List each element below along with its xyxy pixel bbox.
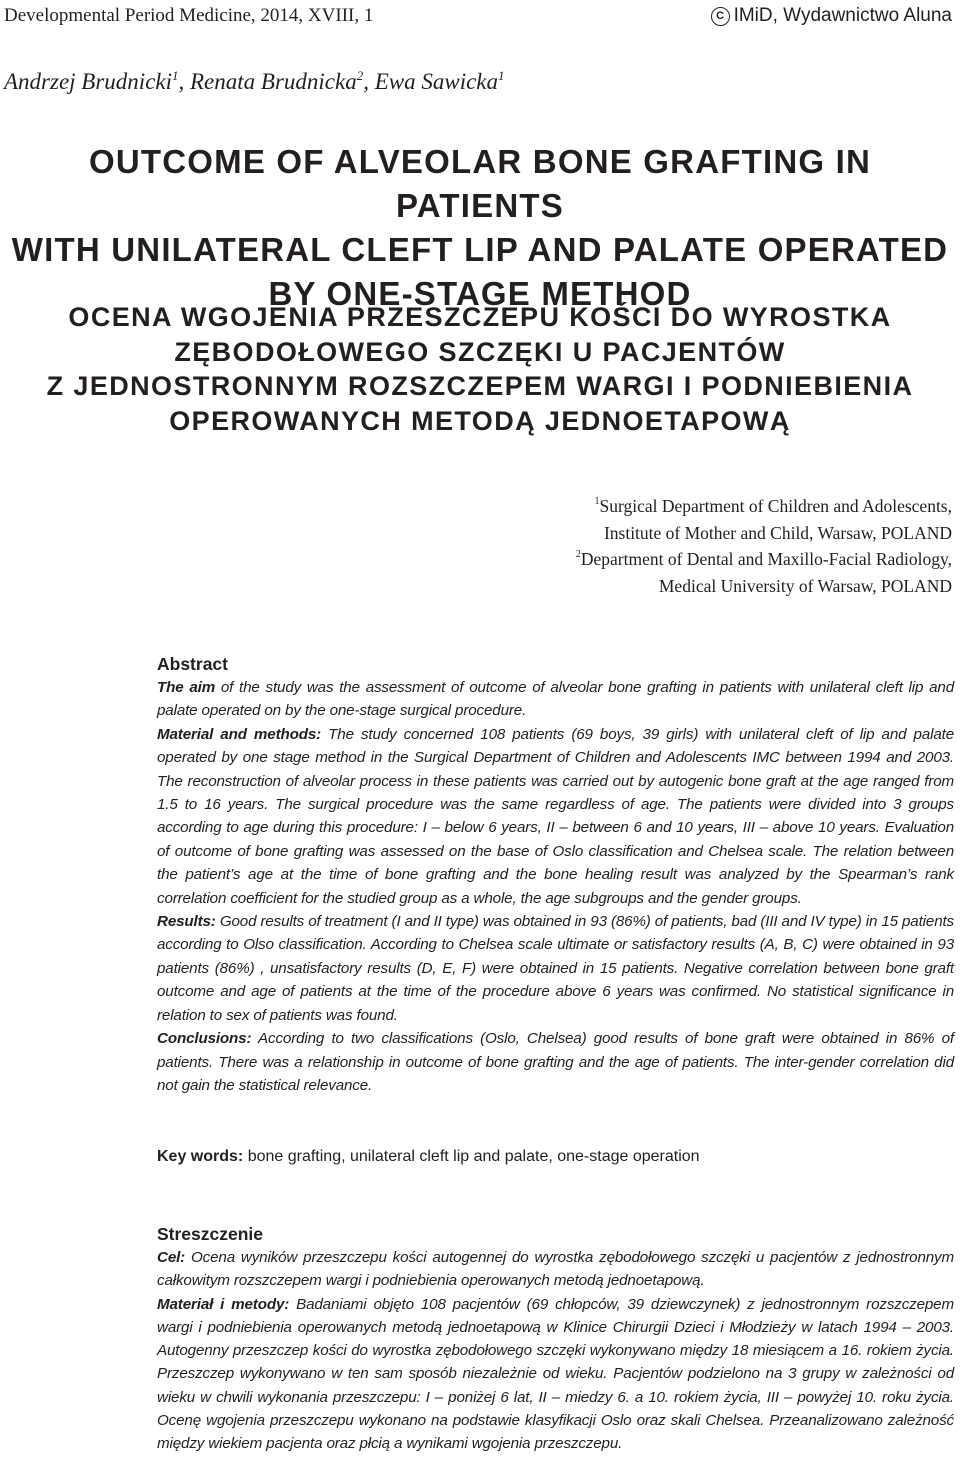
title-line: OUTCOME OF ALVEOLAR BONE GRAFTING IN PATIENTS [88, 143, 871, 224]
paragraph-label: Materiał i metody: [157, 1295, 290, 1313]
title-line: BY ONE-STAGE METHOD [268, 275, 692, 312]
affiliation-line: $^2$Department of Dental and Maxillo-Facial Radiology, [575, 549, 952, 569]
streszczenie-paragraph: Materiał i metody: Badaniami objęto 108 pacjentów (69 chłopców, 39 dziewczynek) z jednostronnym rozszczepem wargi i podniebienia operowanych metodą jednoetapową w Klinice Chirurgii Dzieci i Młodzieży w latach 1994 – 2003. Autogenny przeszczep kości do wyrostka zębodołowego szczęki wykonywano między 18 miesiącem a 16. rokiem życia. Przeszczep wykonywano w ten sam sposób niezależnie od wieku. Pacjentów podzielono na 3 grupy w zależności od wieku w chwili wykonania przeszczepu: I – poniżej 6 lat, II – miedzy 6. a 10. rokiem życia, III – powyżej 10. roku życia. Ocenę wgojenia przeszczepu wykonano na podstawie klasyfikacji Oslo oraz skali Chelsea. Przeanalizowano zależność między wiekiem pacjenta oraz płcią a wynikami wgojenia przeszczepu. [157, 1295, 954, 1453]
affiliation-marker: 1 [498, 68, 505, 83]
keywords [157, 1145, 954, 1169]
keywords-label: Key words: [157, 1148, 244, 1165]
author-list [4, 68, 952, 96]
paragraph-label: Material and methods: [157, 725, 322, 743]
affiliations [532, 493, 952, 599]
title-line: WITH UNILATERAL CLEFT LIP AND PALATE OPERATED [11, 231, 949, 268]
journal-citation: Developmental Period Medicine, 2014, XVIII, 1 [4, 5, 374, 26]
streszczenie-section [157, 1222, 954, 1456]
publisher-credit [711, 4, 952, 28]
abstract-paragraph: Material and methods: The study concerned 108 patients (69 boys, 39 girls) with unilateral cleft of lip and palate operated by one stage method in the Surgical Department of Children and Adolescents IMC between 1994 and 2003. The reconstruction of alveolar process in these patients was carried out by autogenic bone graft at the age ranged from 1.5 to 16 years. The surgical procedure was the same regardless of age. The patients were divided into 3 groups according to age during this procedure: I – below 6 years, II – between 6 and 10 years, III – above 10 years. Evaluation of outcome of bone grafting was assessed on the base of Oslo classification and Chelsea scale. The relation between the patient’s age at the time of bone grafting and the bone healing result was analyzed by the Spearman’s rank correlation coefficient for the studied group as a whole, the age subgroups and the gender groups. [157, 725, 954, 907]
abstract-paragraph: Results: Good results of treatment (I and II type) was obtained in 93 (86%) of patients, bad (III and IV type) in 15 patients according to Olso classification. According to Chelsea scale ultimate or satisfactory results (A, B, C) were obtained in 93 patients (86%) , unsatisfactory results (D, E, F) were obtained in 15 patients. Negative correlation between bone graft outcome and age of patients at the time of the procedure above 6 years was confirmed. No statistical significance in relation to sex of patients was found. [157, 913, 954, 1024]
affiliation-marker: 2 [356, 68, 364, 83]
paragraph-label: Conclusions: [157, 1030, 252, 1048]
paragraph-label: The aim [157, 679, 216, 696]
affiliation-line: Institute of Mother and Child, Warsaw, POLAND [603, 522, 952, 543]
title-line: ZĘBODOŁOWEGO SZCZĘKI U PACJENTÓW [174, 336, 786, 367]
author: Renata Brudnicka$^2$, [190, 68, 375, 94]
title-line: OCENA WGOJENIA PRZESZCZEPU KOŚCI DO WYROSTKA [68, 302, 892, 332]
affiliation-line: $^1$Surgical Department of Children and Adolescents, [594, 496, 952, 516]
author: Andrzej Brudnicki$^1$, [4, 68, 190, 94]
abstract-section [157, 652, 954, 1097]
title-line: Z JEDNOSTRONNYM ROZSZCZEPEM WARGI I PODNIEBIENIA [46, 371, 914, 401]
abstract-heading: Abstract [157, 654, 228, 674]
paragraph-label: Results: [157, 913, 216, 931]
abstract-paragraph: Conclusions: According to two classifications (Oslo, Chelsea) good results of bone graft were obtained in 86% of patients. There was a relationship in outcome of bone grafting and the age of patients. The inter-gender correlation did not gain the statistical relevance. [157, 1030, 954, 1094]
article-title-english [0, 140, 960, 316]
author: Ewa Sawicka$^1$ [374, 68, 505, 94]
title-line: OPEROWANYCH METODĄ JEDNOETAPOWĄ [169, 405, 791, 436]
publisher-name: IMiD, Wydawnictwo Aluna [733, 5, 952, 26]
streszczenie-paragraph: Cel: Ocena wyników przeszczepu kości autogennej do wyrostka zębodołowego szczęki u pacjentów z jednostronnym całkowitym rozszczepem wargi i podniebienia operowanych metodą jednoetapową. [157, 1249, 954, 1290]
abstract-paragraph: The aim of the study was the assessment of outcome of alveolar bone grafting in patients with unilateral cleft lip and palate operated on by the one-stage surgical procedure. [157, 679, 954, 720]
streszczenie-heading: Streszczenie [157, 1224, 264, 1244]
copyright-icon: C [711, 7, 730, 26]
article-title-polish [0, 300, 960, 438]
running-header [4, 4, 952, 28]
keywords-text: bone grafting, unilateral cleft lip and palate, one-stage operation [243, 1148, 700, 1165]
paragraph-label: Cel: [157, 1249, 186, 1266]
affiliation-marker: 1 [172, 68, 179, 83]
affiliation-line: Medical University of Warsaw, POLAND [658, 575, 952, 596]
